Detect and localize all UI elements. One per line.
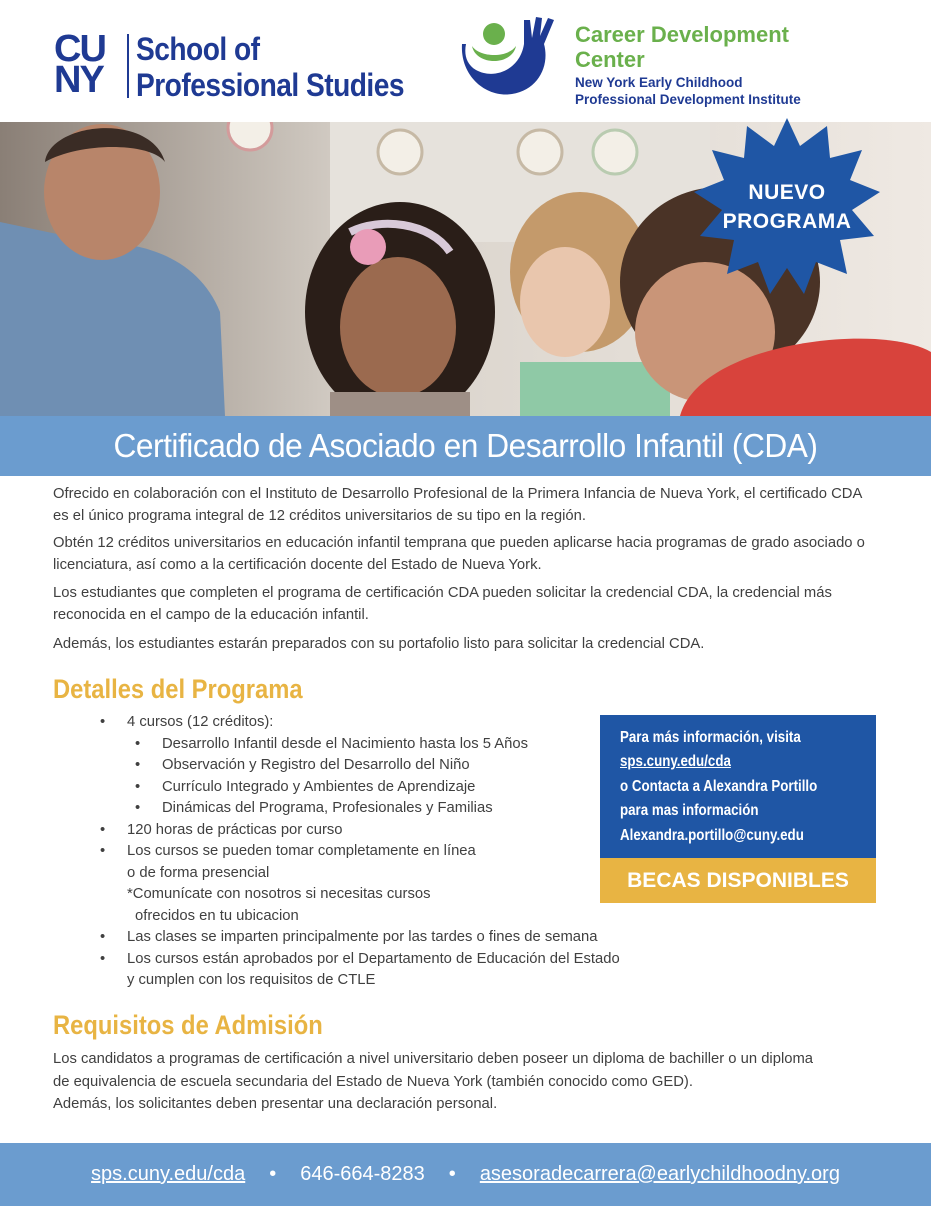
cuny-logo-top: CU [54, 28, 105, 70]
intro-paragraph-1: Ofrecido en colaboración con el Instituto de Desarrollo Profesional de la Primera Infancia de Nueva York, el certificado CDA es el único programa integral de 12 créditos universitarios de su tipo en la región. [53, 486, 862, 524]
page-title: Certificado de Asociado en Desarrollo Infantil (CDA) [113, 427, 818, 464]
intro-paragraph-4: Además, los estudiantes estarán preparados con su portafolio listo para solicitar la credencial CDA. [53, 636, 705, 652]
footer-website-link[interactable]: sps.cuny.edu/cda [91, 1163, 246, 1185]
admission-line2: de equivalencia de escuela secundaria del Estado de Nueva York (también conocido como GED). [53, 1074, 693, 1090]
admission-heading: Requisitos de Admisión [53, 1010, 323, 1040]
footer-contacts [0, 1161, 931, 1187]
badge-line2: PROGRAMA [722, 210, 852, 233]
cdc-sub-line1: New York Early Childhood [575, 75, 743, 90]
title-band [0, 416, 931, 476]
intro-paragraph-3: Los estudiantes que completen el programa de certificación CDA pueden solicitar la credencial CDA, la credencial más reconocida en el campo de la educación infantil. [53, 585, 832, 623]
details-list [100, 712, 680, 992]
course-item: • Dinámicas del Programa, Profesionales y Familias [127, 798, 680, 820]
cdc-title [575, 22, 789, 72]
info-email[interactable]: Alexandra.portillo@cuny.edu [620, 827, 804, 844]
courses-list [127, 734, 680, 820]
cdc-subtitle [575, 74, 801, 108]
logo-divider [127, 34, 129, 98]
sps-wordmark [136, 31, 404, 103]
note-line1: *Comunícate con nosotros si necesitas cursos [127, 886, 431, 902]
footer-phone[interactable]: 646-664-8283 [300, 1163, 425, 1185]
footer-separator: • [269, 1163, 277, 1185]
info-website-link[interactable]: sps.cuny.edu/cda [620, 753, 731, 770]
info-line3: o Contacta a Alexandra Portillo [620, 778, 818, 795]
note-line2: ofrecidos en tu ubicacion [135, 907, 299, 924]
admission-line3: Además, los solicitantes deben presentar una declaración personal. [53, 1096, 498, 1112]
list-item: • 120 horas de prácticas por curso [100, 820, 680, 842]
course-item: • Currículo Integrado y Ambientes de Aprendizaje [127, 777, 680, 799]
cdc-title-line1: Career Development [575, 22, 789, 47]
list-item [100, 712, 680, 820]
scholarships-banner: BECAS DISPONIBLES [600, 858, 876, 903]
online-line2: o de forma presencial [127, 864, 270, 881]
course-item: • Desarrollo Infantil desde el Nacimiento hasta los 5 Años [127, 734, 680, 756]
cdc-sub-line2: Professional Development Institute [575, 92, 801, 107]
courses-label: 4 cursos (12 créditos): [127, 714, 274, 730]
cuny-logo-bottom: NY [54, 59, 103, 101]
footer [0, 1143, 931, 1206]
approved-line2: y cumplen con los requisitos de CTLE [127, 972, 376, 988]
badge-line1: NUEVO [748, 181, 826, 204]
info-line1: Para más información, visita [620, 729, 801, 746]
list-item [100, 841, 680, 927]
list-item: • Las clases se imparten principalmente por las tardes o fines de semana [100, 927, 680, 949]
footer-email-link[interactable]: asesoradecarrera@earlychildhoodny.org [479, 1163, 840, 1185]
info-box [600, 715, 876, 858]
info-line4: para mas información [620, 802, 759, 819]
new-program-badge [692, 178, 882, 236]
details-heading: Detalles del Programa [53, 674, 303, 704]
admission-line1: Los candidatos a programas de certificación a nivel universitario deben poseer un diploma de bachiller o un diploma [53, 1051, 814, 1067]
footer-separator: • [448, 1163, 456, 1185]
list-item [100, 949, 680, 992]
cdc-logo-icon [458, 14, 562, 100]
cuny-logo [54, 28, 120, 101]
course-item: • Observación y Registro del Desarrollo del Niño [127, 755, 680, 777]
approved-line1: • Los cursos están aprobados por el Departamento de Educación del Estado [127, 950, 620, 967]
sps-line2: Professional Studies [136, 67, 405, 103]
online-line1: • Los cursos se pueden tomar completamente en línea [127, 843, 476, 859]
intro-paragraph-2: Obtén 12 créditos universitarios en educación infantil temprana que pueden aplicarse hacia programas de grado asociado o licenciatura, así como a la certificación docente del Estado de Nueva York. [53, 535, 865, 573]
cdc-title-line2: Center [575, 47, 645, 72]
sps-line1: School of [136, 31, 260, 67]
header [0, 0, 931, 122]
